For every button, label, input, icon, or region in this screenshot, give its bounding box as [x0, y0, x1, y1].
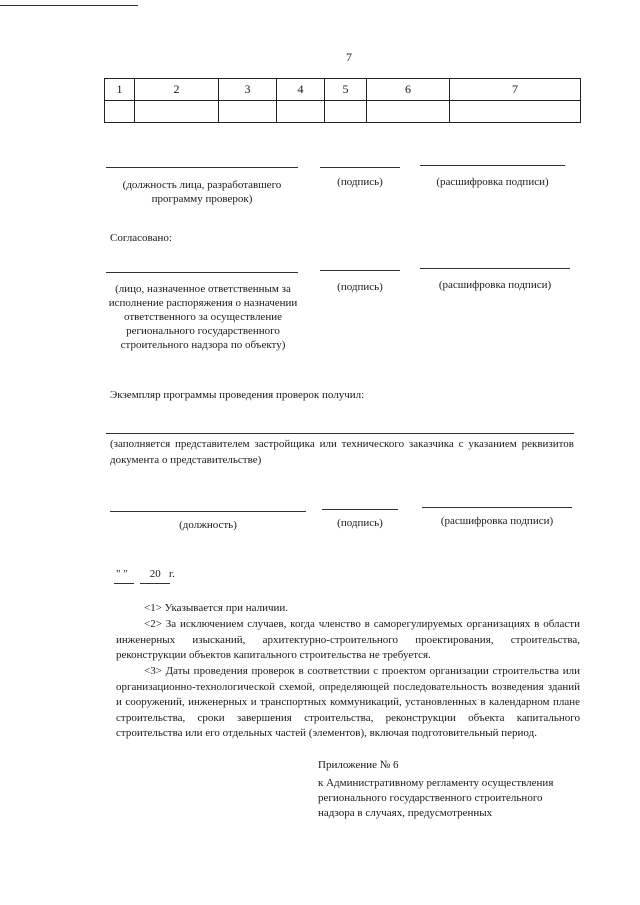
position-label-3: (должность)	[179, 519, 237, 531]
position-label-1: (должность лица, разработавшего программу проверок)	[122, 179, 282, 205]
position-line-1	[106, 167, 298, 168]
table-header-cell: 1	[105, 79, 135, 101]
agreed-label: Согласовано:	[110, 232, 172, 244]
position-line-2	[106, 272, 298, 273]
decoding-line-2	[420, 268, 570, 269]
table-cell[interactable]	[450, 101, 581, 123]
appendix-line-1: к Административному регламенту осуществления	[318, 777, 554, 789]
table-cell[interactable]	[277, 101, 325, 123]
signature-line-1	[320, 167, 400, 168]
decoding-line-1	[420, 165, 565, 166]
table-cell[interactable]	[219, 101, 277, 123]
top-rule	[0, 5, 138, 6]
table-cell[interactable]	[105, 101, 135, 123]
table-header-cell: 2	[135, 79, 219, 101]
date-month-line	[140, 583, 170, 584]
signature-label-2: (подпись)	[337, 281, 383, 293]
page-number: 7	[346, 50, 352, 64]
table-header-cell: 5	[325, 79, 367, 101]
table-cell[interactable]	[135, 101, 219, 123]
fill-note: (заполняется представителем застройщика или технического заказчика с указанием реквизитов документа о представительстве)	[110, 438, 574, 466]
decoding-label-2: (расшифровка подписи)	[438, 279, 552, 291]
receiver-line	[106, 433, 574, 434]
footnote-3: <3> Даты проведения проверок в соответствии с проектом организации строительства или организационно-технологической схемой, определяющей последовательность возведения зданий и сооружений, инженерных и транспортных коммуникаций, установленных в календарном плане строительства, сроки завершения строительства, реконструкции объекта капитального строительства или его отдельных частей (элементов), включая подготовительный период.	[116, 665, 580, 739]
table-header-cell: 7	[450, 79, 581, 101]
appendix-title: Приложение № 6	[318, 759, 399, 771]
position-line-3	[110, 511, 306, 512]
signature-line-3	[322, 509, 398, 510]
decoding-label-3: (расшифровка подписи)	[440, 515, 554, 527]
inspection-table	[104, 78, 581, 123]
footnote-2: <2> За исключением случаев, когда членство в саморегулируемых организациях в области инженерных изысканий, архитектурно-строительного проектирования, строительства, реконструкции объектов капитального строительства не требуется.	[116, 618, 580, 661]
decoding-line-3	[422, 507, 572, 508]
footnote-1: <1> Указывается при наличии.	[144, 602, 289, 614]
table-header-row	[105, 79, 581, 101]
table-cell[interactable]	[367, 101, 450, 123]
table-header-cell: 4	[277, 79, 325, 101]
received-label: Экземпляр программы проведения проверок получил:	[110, 389, 365, 401]
position-label-2: (лицо, назначенное ответственным за исполнение распоряжения о назначении ответственного за осуществление регионального государственного строительного надзора по объекту)	[108, 283, 298, 351]
appendix-line-3: надзора в случаях, предусмотренных	[318, 807, 493, 819]
signature-line-2	[320, 270, 400, 271]
table-header-cell: 6	[367, 79, 450, 101]
appendix-line-2: регионального государственного строительного	[318, 792, 543, 804]
table-empty-row	[105, 101, 581, 123]
date-day-line	[114, 583, 134, 584]
signature-label-1: (подпись)	[337, 176, 383, 188]
decoding-label-1: (расшифровка подписи)	[436, 176, 549, 188]
signature-label-3: (подпись)	[337, 517, 383, 529]
table-cell[interactable]	[325, 101, 367, 123]
table-header-cell: 3	[219, 79, 277, 101]
date-line: " " 20 г.	[116, 568, 176, 580]
